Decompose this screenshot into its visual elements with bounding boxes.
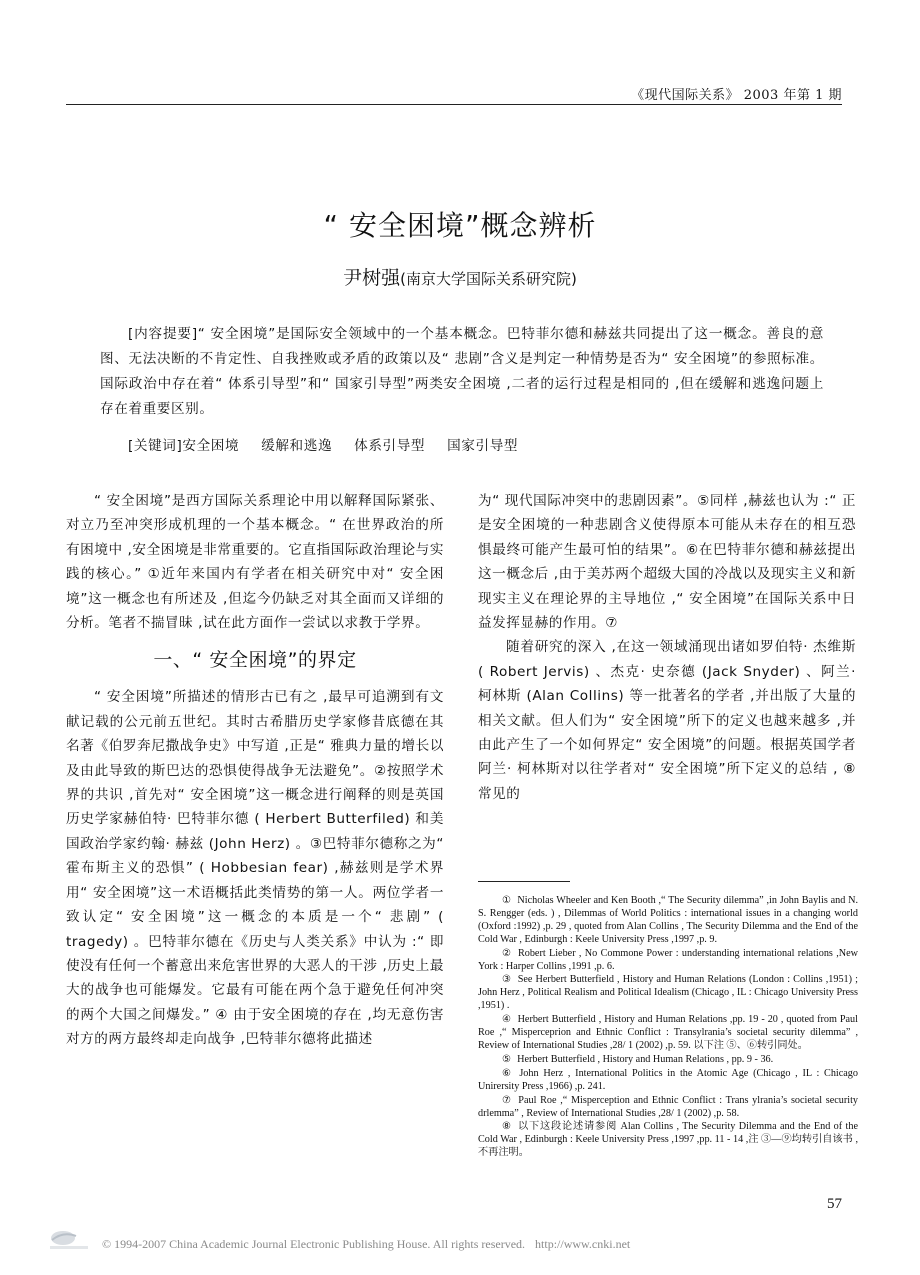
- body-paragraph: 为“ 现代国际冲突中的悲剧因素”。⑤同样 ,赫兹也认为 :“ 正是安全困境的一种悲剧含义使得原本可能从未存在的相互恐惧最终可能产生最可怕的结果”。⑥在巴特菲尔德和赫兹提出这一概念后 ,由于美苏两个超级大国的冷战以及现实主义和新现实主义在理论界的主导地位 ,“ 安全困境”在国际关系中日益发挥显赫的作用。⑦: [478, 493, 856, 632]
- footnote-rule: [478, 881, 570, 882]
- footnote-number: ②: [502, 947, 512, 959]
- keyword: 缓解和逃逸: [261, 438, 333, 454]
- footnote-text: Herbert Butterfield , History and Human Relations , pp. 9 - 36.: [517, 1053, 774, 1065]
- footnotes: [478, 895, 858, 1161]
- footnote-text: Nicholas Wheeler and Ken Booth ,“ The Security dilemma” ,in John Baylis and N. S. Rengger (eds. ) , Dilemmas of World Politics : international issues in a changing world (Oxford :1992) ,p. 29 , quoted from Alan Collins , The Security Dilemma and the End of the Cold War , Edinburgh : Keele University Press ,1997 ,p. 9.: [478, 895, 858, 945]
- footnote: [478, 1068, 858, 1094]
- cnki-link[interactable]: http://www.cnki.net: [535, 1237, 631, 1251]
- footnote-number: ①: [502, 895, 512, 906]
- footnote: [478, 974, 858, 1013]
- keyword: 体系引导型: [354, 438, 426, 454]
- footnote: [478, 1121, 858, 1160]
- footnote-number: ⑥: [502, 1067, 514, 1079]
- footnote-number: ④: [502, 1014, 512, 1026]
- footnote-number: ⑧: [502, 1121, 512, 1133]
- footnote-text: See Herbert Butterfield , History and Human Relations (London : Collins ,1951) ; John Herz , Political Realism and Political Idealism (Chicago , IL : Chicago University Press ,1951) .: [478, 974, 858, 1012]
- footnote: [478, 948, 858, 974]
- author-line: [0, 263, 920, 290]
- copyright-text: © 1994-2007 China Academic Journal Electronic Publishing House. All rights reserved.: [102, 1237, 526, 1251]
- footnote-number: ③: [502, 974, 512, 986]
- running-header: 《现代国际关系》 2003 年第 1 期: [631, 88, 842, 103]
- body-right-column: [478, 489, 856, 806]
- keywords-label: [关键词]: [128, 438, 183, 454]
- body-paragraph: “ 安全困境”所描述的情形古已有之 ,最早可追溯到有文献记载的公元前五世纪。其时古希腊历史学家修昔底德在其名著《伯罗奔尼撒战争史》中写道 ,正是“ 雅典力量的增长以及由此导致的斯巴达的恐惧使得战争无法避免”。②按照学术界的共识 ,首先对“ 安全困境”这一概念进行阐释的则是英国历史学家赫伯特· 巴特菲尔德 ( Herbert Butterfiled) 和美国政治学家约翰· 赫兹 (John Herz) 。③巴特菲尔德称之为“ 霍布斯主义的恐惧” ( Hobbesian fear) ,赫兹则是学术界用“ 安全困境”这一术语概括此类情势的第一人。两位学者一致认定“ 安全困境”这一概念的本质是一个“ 悲剧” ( tragedy) 。巴特菲尔德在《历史与人类关系》中认为 :“ 即使没有任何一个蓄意出来危害世界的大恶人的干涉 ,历史上最大的战争也可能爆发。它最有可能在两个急于避免任何冲突的两个大国之间爆发。” ④ 由于安全困境的存在 ,均无意伤害对方的两方最终却走向战争 ,巴特菲尔德将此描述: [66, 689, 444, 1048]
- footnote: [478, 1095, 858, 1121]
- footnote-text: Paul Roe ,“ Misperception and Ethnic Conflict : Trans ylrania’s societal security drlemma” , Review of International Studies ,28/ 1 (2002) ,p. 58.: [478, 1094, 858, 1119]
- keywords: [128, 434, 828, 454]
- footnote: [478, 895, 858, 947]
- footnote-number: ⑤: [502, 1053, 512, 1065]
- footnote: [478, 1054, 858, 1067]
- copyright-line: [102, 1237, 802, 1252]
- keyword: 安全困境: [182, 438, 240, 454]
- page-number: 57: [827, 1196, 842, 1212]
- footnote-text: 以下这段论述请参阅 Alan Collins , The Security Dilemma and the End of the Cold War , Edinburgh : Keele University Press ,1997 ,pp. 11 - 14 ,注 ③—⑨均转引自该书 ,不再注明。: [478, 1121, 858, 1159]
- footnote-number: ⑦: [502, 1094, 513, 1106]
- article-title: “ 安全困境”概念辨析: [323, 209, 597, 242]
- body-paragraph: “ 安全困境”是西方国际关系理论中用以解释国际紧张、对立乃至冲突形成机理的一个基本概念。“ 在世界政治的所有困境中 ,安全困境是非常重要的。它直指国际政治理论与实践的核心。” ①近年来国内有学者在相关研究中对“ 安全困境”这一概念也有所述及 ,但迄今仍缺乏对其全面而又详细的分析。笔者不揣冒昧 ,试在此方面作一尝试以求教于学界。: [66, 493, 444, 632]
- footnote: [478, 1014, 858, 1053]
- section-heading: 一、“ 安全困境”的界定: [153, 649, 357, 672]
- header-rule: [66, 104, 842, 105]
- abstract: [100, 322, 824, 422]
- keyword: 国家引导型: [447, 438, 519, 454]
- footnote-text: Herbert Butterfield , History and Human Relations ,pp. 19 - 20 , quoted from Paul Roe ,“ Misperceprion and Ethnic Conflict : Transylrania’s societal security dilemma” , Review of International Studies ,28/ 1 (2002) ,p. 59. 以下注 ⑤、⑥转引同处。: [478, 1014, 858, 1051]
- cnki-logo-icon: [46, 1228, 92, 1252]
- footnote-text: John Herz , International Politics in the Atomic Age (Chicago , IL : Chicago Unirersity Press ,1966) ,p. 241.: [478, 1067, 858, 1092]
- abstract-text: [内容提要]“ 安全困境”是国际安全领域中的一个基本概念。巴特菲尔德和赫兹共同提出了这一概念。善良的意图、无法决断的不肯定性、自我挫败或矛盾的政策以及“ 悲剧”含义是判定一种情势是否为“ 安全困境”的参照标准。国际政治中存在着“ 体系引导型”和“ 国家引导型”两类安全困境 ,二者的运行过程是相同的 ,但在缓解和逃逸问题上存在着重要区别。: [100, 326, 824, 417]
- body-left-column: [66, 489, 444, 1052]
- author-name: 尹树强: [343, 267, 401, 289]
- footnote-text: Robert Lieber , No Commone Power : understanding international relations ,New York : Harper Collins ,1991 ,p. 6.: [478, 947, 858, 972]
- body-paragraph: 随着研究的深入 ,在这一领域涌现出诸如罗伯特· 杰维斯 ( Robert Jervis) 、杰克· 史奈德 (Jack Snyder) 、阿兰· 柯林斯 (Alan Collins) 等一批著名的学者 ,并出版了大量的相关文献。但人们为“ 安全困境”所下的定义也越来越多 ,并由此产生了一个如何界定“ 安全困境”的问题。根据英国学者阿兰· 柯林斯对以往学者对“ 安全困境”所下定义的总结 , ⑧ 常见的: [478, 639, 856, 802]
- author-affiliation: (南京大学国际关系研究院): [400, 270, 577, 288]
